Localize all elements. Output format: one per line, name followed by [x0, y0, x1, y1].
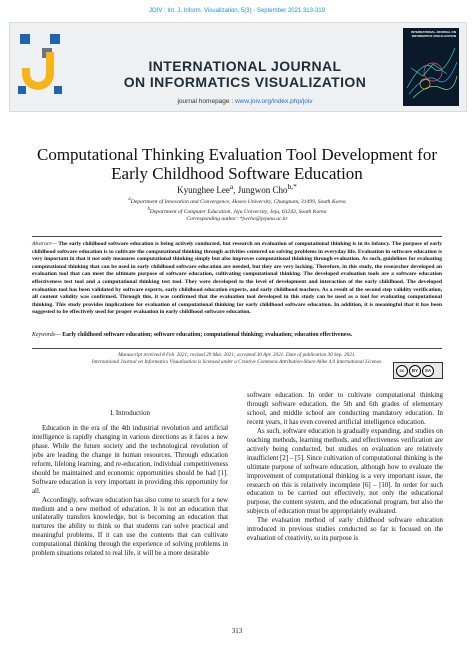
- paragraph: software education. In order to cultivate computational thinking through software education, the 5th and 6th grades of elementary school, and middle school are conducting mandatory education. In recent years, it has even covered artificial intelligence education.: [247, 392, 443, 426]
- abstract: Abstract— The early childhood software education is being actively conducted, but research on evaluation of computational thinking is in its infancy. The purpose of early childhood software education is to cultivate the computational thinking through activities centered on solving problems in everyday life. Evaluation in software education is very important in that it not only measures computational thinking simply but also improves computational thinking through evaluation. As such, guidelines for evaluating computational thinking that can be used in early childhood software education are needed, but they are very lacking. Therefore, in this study, the researcher developed an evaluation tool that can meet the ultimate purpose of software education, cultivating computational thinking. The developed evaluation tools are a software education effectiveness test tool and a computational thinking test tool. They were developed to the level of development and interaction of the early childhood. The developed evaluation tool has been validated by software experts, early childhood education experts, and early childhood teachers. As a result of the second step validity verification, all content validity was confirmed. Through this, it was confirmed that the evaluation tool developed in this study can be used as a tool for evaluating computational thinking. This study provides implications for evaluation of computational thinking for early childhood software education. In addition, it is meaningful that it has been suggested to be effectively used for proper evaluation in early childhood software education.: [32, 241, 442, 316]
- keywords: Keywords— Early childhood software education; software education; computational thinking; evaluation; education effectiveness.: [32, 332, 353, 338]
- paragraph: As such, software education is gradually expanding, and studies on teaching methods, learning methods, and effectiveness verification are actively being conducted, but studies on evaluation are relatively insufficient [2] – [5]. Since cultivation of computational thinking is the ultimate purpose of software education, although how to evaluate the improvement of computational thinking is a very important issue, the research on this is relatively incomplete [6] – [10]. In order for such education to be carried out effectively, not only the educational purpose, the content system, and the educational program, but also the subjects of education must be appropriately evaluated.: [247, 427, 443, 516]
- cc-license-badge[interactable]: [393, 362, 443, 379]
- manuscript-dates: Manuscript received 8 Feb. 2021; revised 29 Mar. 2021; accepted 30 Apr. 2021. Date of publication 30 Sep. 2021. International Journal on Informatics Visualization is licensed under a Creative Commons Attribution-Share Alike 4.0 International License.: [91, 352, 383, 365]
- journal-cover-image: [403, 28, 459, 106]
- running-header: JOIV : Int. J. Inform. Visualization, 5(3) - September 2021 313-319: [149, 8, 325, 14]
- sa-icon: SA: [422, 365, 434, 377]
- author-line: Kyunghee Lee$^a$, Jungwon Cho$^{b,*}$: [177, 182, 297, 195]
- cover-title: INTERNATIONAL JOURNAL ON INFORMATICS VISUALIZATION: [411, 30, 456, 38]
- homepage-link[interactable]: www.joiv.org/index.php/joiv: [234, 98, 313, 105]
- cc-icon: cc: [396, 365, 408, 377]
- journal-logo: [14, 30, 66, 100]
- right-column: [247, 392, 443, 544]
- keywords-bottom-rule: [32, 348, 442, 349]
- left-column: [32, 404, 228, 559]
- page-number: 313: [231, 627, 243, 635]
- paragraph: The evaluation method of early childhood software education introduced in previous studies conducted so far is focused on the evaluation of creativity, so its purpose is: [247, 517, 443, 543]
- paragraph: Accordingly, software education has also come to search for a new medium and a new method of education. It is not an education that unilaterally transfers knowledge, but is becoming an education that nurtures the ability to think so that students can solve practical and meaningful problems. If it can use the contents that can cultivate computational thinking through the experience of solving problems in problem situations related to real life, it will be a more desirable: [32, 496, 228, 558]
- article-title: Computational Thinking Evaluation Tool Development for Early Childhood Software Education: [37, 145, 437, 183]
- journal-title: INTERNATIONAL JOURNAL ON INFORMATICS VISUALIZATION: [123, 58, 367, 90]
- paragraph: Education in the era of the 4th industrial revolution and artificial intelligence is rapidly changing in various directions as it faces a new phase. While the future society and the technological revolution of jobs are leading the change in human resources, Through education reform, lifelong learning, and re-education, individual competitiveness should be maintained and economic opportunities should be had [1]. Software education is very important in providing this opportunity for all.: [32, 424, 228, 495]
- section-heading: I. Introduction: [110, 410, 150, 417]
- by-icon: BY: [409, 365, 421, 377]
- abstract-top-rule: [32, 236, 442, 237]
- journal-homepage: journal homepage : www.joiv.org/index.php/joiv: [177, 98, 313, 105]
- affiliations: $^a$Department of Innovation and Convergence, Hoseo University, Chungnam, 31499, South Korea $^b$Department of Computer Education, Jeju University, Jeju, 63243, South Korea Corresponding author: *jwcho@jejunu.ac.kr: [128, 197, 346, 223]
